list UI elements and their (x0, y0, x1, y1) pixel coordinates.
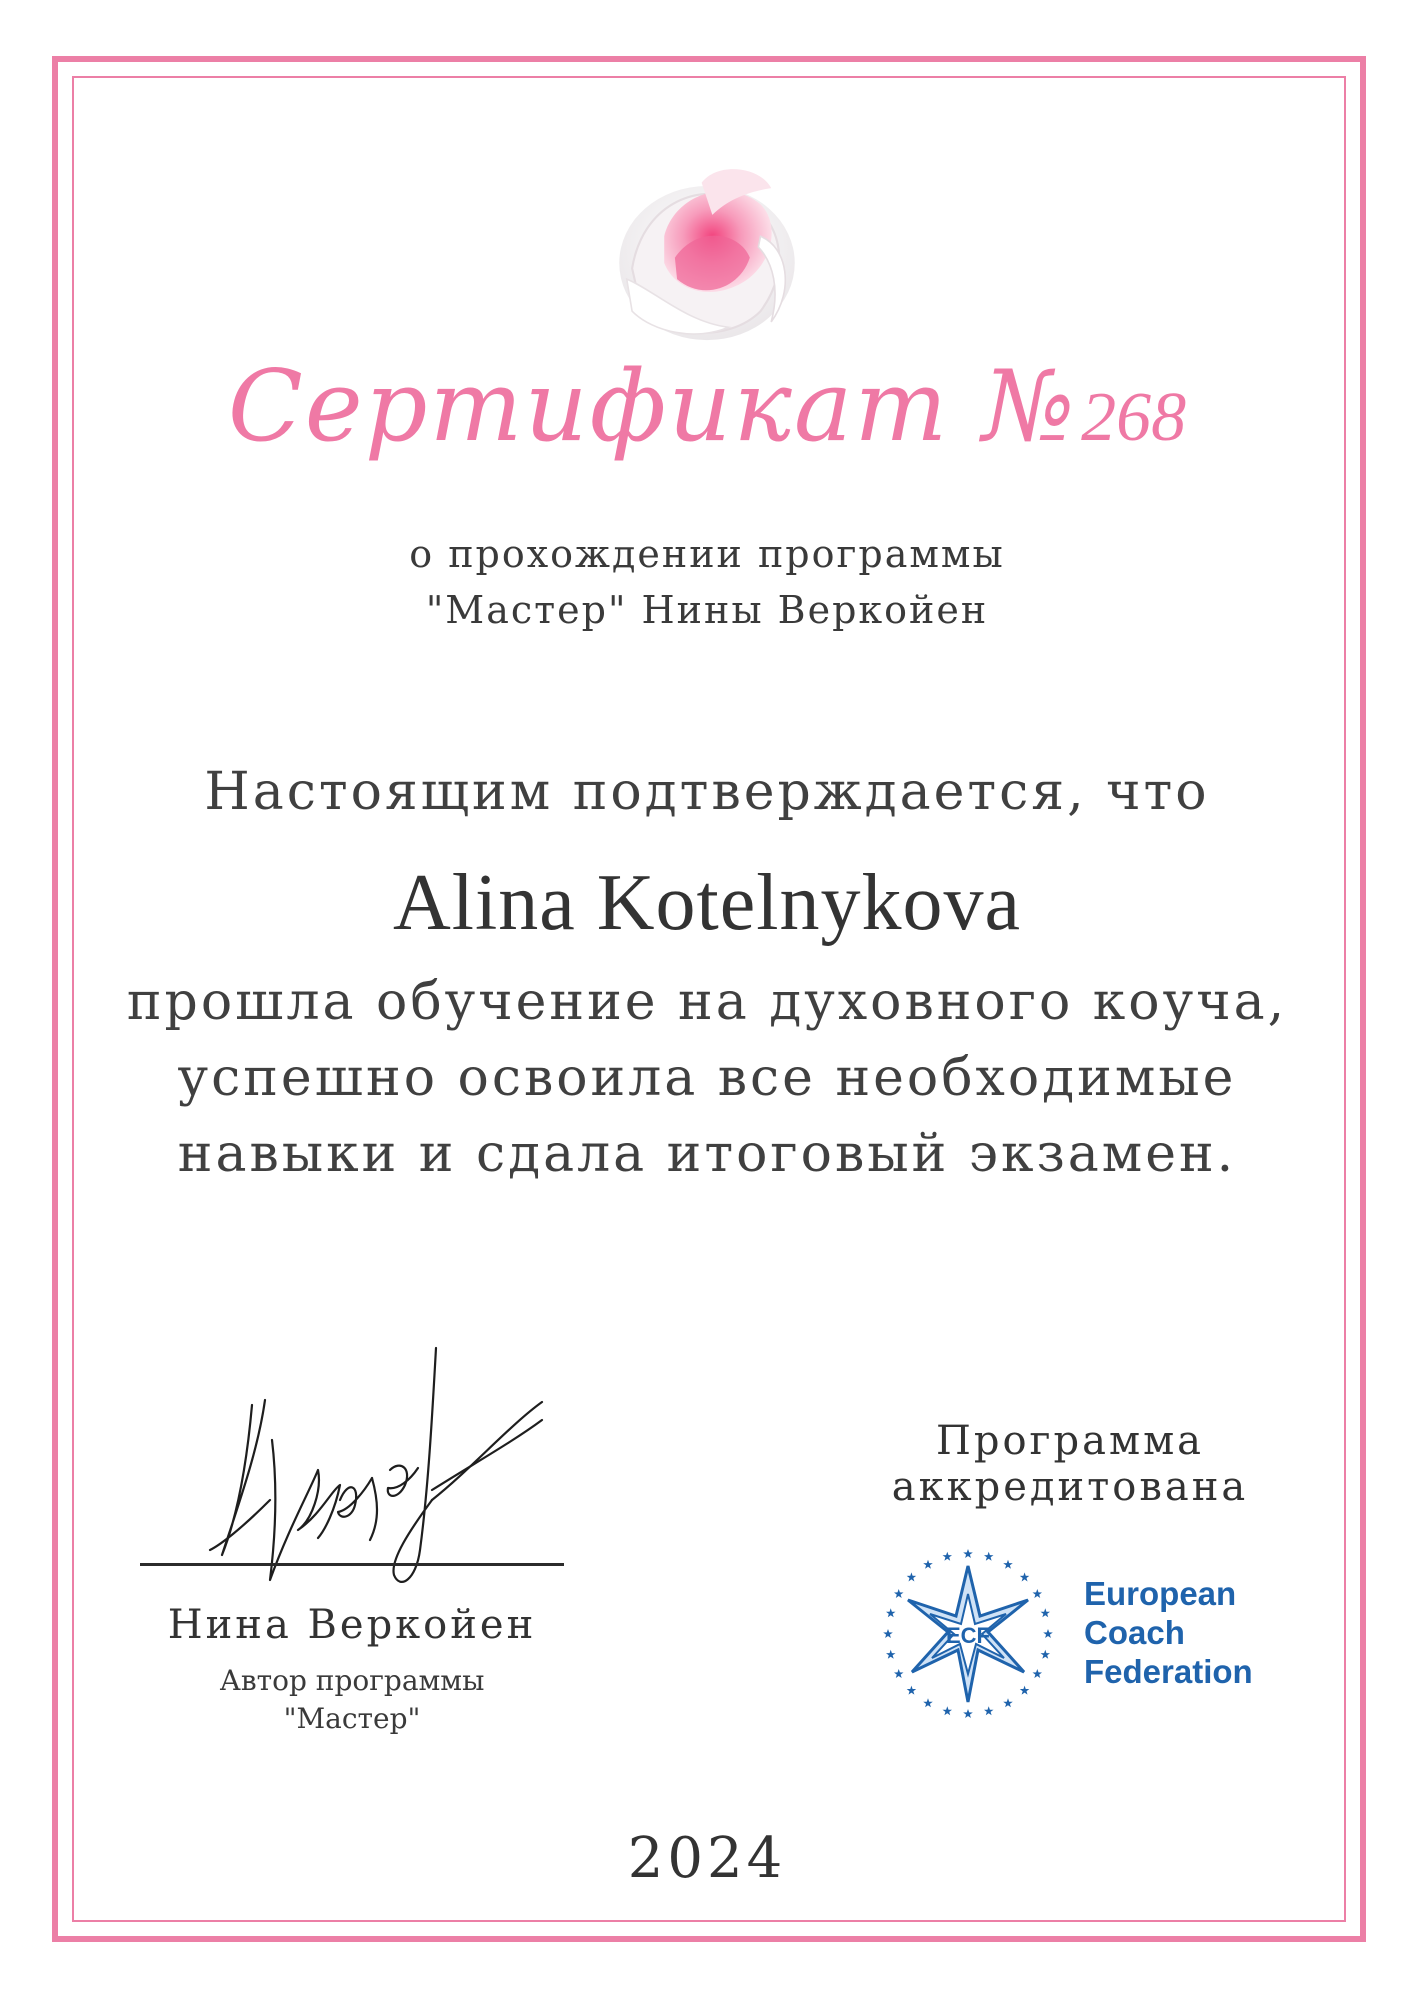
signer-role-line-1: Автор программы (219, 1664, 485, 1697)
ecf-ring-star-icon (1020, 1572, 1030, 1581)
ecf-ring-star-icon (963, 1709, 973, 1718)
ecf-star-emblem-icon (878, 1544, 1058, 1724)
body-text-line-2: успешно освоила все необходимые (177, 1048, 1237, 1108)
ecf-ring-star-icon (984, 1706, 994, 1715)
ecf-emblem-text: ECF (946, 1623, 990, 1648)
subtitle-line-2: "Мастер" Нины Веркойен (425, 588, 989, 632)
subtitle-line-1: о прохождении программы (409, 532, 1005, 576)
signer-role-line-2: "Мастер" (283, 1702, 421, 1735)
body-text-line-1: прошла обучение на духовного коуча, (126, 972, 1288, 1032)
ecf-ring-star-icon (1041, 1608, 1051, 1617)
ecf-ring-star-icon (883, 1629, 893, 1638)
rose-logo-icon (600, 140, 814, 354)
recipient-name: Alina Kotelnykova (393, 859, 1021, 947)
ecf-ring-star-icon (943, 1706, 953, 1715)
ecf-ring-star-icon (1033, 1589, 1043, 1598)
ecf-ring-star-icon (1041, 1650, 1051, 1659)
ecf-organization-name (1084, 1574, 1253, 1691)
ecf-ring-star-icon (894, 1589, 904, 1598)
ecf-ring-star-icon (1003, 1560, 1013, 1569)
signer-name: Нина Веркойен (167, 1602, 537, 1648)
ecf-ring-star-icon (923, 1698, 933, 1707)
accreditation-label-line-2: аккредитована (891, 1464, 1249, 1510)
ecf-word-european: European (1084, 1575, 1237, 1612)
certificate-number: 268 (1081, 379, 1187, 456)
ecf-word-coach: Coach (1084, 1614, 1185, 1651)
ecf-ring-star-icon (943, 1552, 953, 1561)
ecf-ring-star-icon (1033, 1669, 1043, 1678)
handwritten-signature (200, 1340, 600, 1640)
accreditation-label-line-1: Программа (935, 1418, 1205, 1464)
certificate-year: 2024 (627, 1826, 787, 1891)
certificate-title-text: Сертификат № (227, 350, 1078, 464)
ecf-ring-star-icon (1003, 1698, 1013, 1707)
ecf-word-federation: Federation (1084, 1653, 1253, 1690)
ecf-ring-star-icon (984, 1552, 994, 1561)
confirmation-text: Настоящим подтверждается, что (204, 762, 1210, 822)
ecf-ring-star-icon (907, 1686, 917, 1695)
body-text-line-3: навыки и сдала итоговый экзамен. (177, 1124, 1237, 1184)
ecf-ring-star-icon (923, 1560, 933, 1569)
certificate-title (0, 350, 1414, 464)
ecf-ring-star-icon (1020, 1686, 1030, 1695)
signature-line (140, 1563, 564, 1566)
ecf-ring-star-icon (1043, 1629, 1053, 1638)
ecf-ring-star-icon (894, 1669, 904, 1678)
ecf-ring-star-icon (907, 1572, 917, 1581)
ecf-ring-star-icon (886, 1650, 896, 1659)
ecf-ring-star-icon (963, 1549, 973, 1558)
ecf-ring-star-icon (886, 1608, 896, 1617)
